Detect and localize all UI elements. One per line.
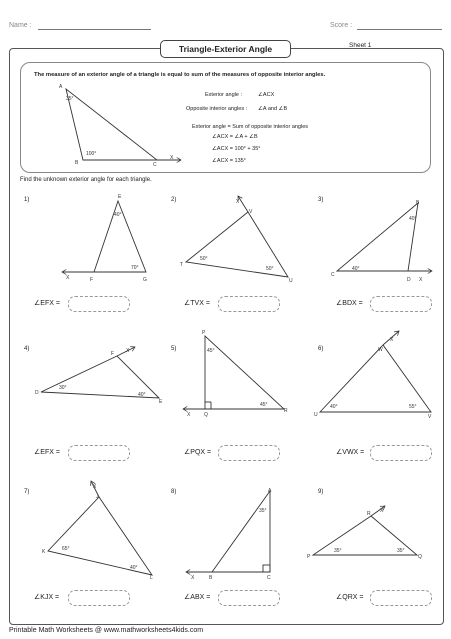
p1-v3: G bbox=[143, 277, 147, 283]
p1-x: X bbox=[66, 275, 70, 281]
p7-v2: K bbox=[42, 549, 46, 555]
p7-v1: J bbox=[96, 494, 99, 500]
ext-value: ∠ACX bbox=[258, 92, 275, 98]
p9-x: X bbox=[380, 508, 384, 514]
score-label: Score : bbox=[330, 22, 353, 29]
p8-v1: A bbox=[268, 488, 272, 494]
p9-a2: 35° bbox=[397, 548, 405, 554]
p8-v2: B bbox=[209, 575, 213, 581]
p3-a2: 40° bbox=[352, 266, 360, 272]
intro-angle-b: 100° bbox=[86, 151, 97, 157]
ext-label: Exterior angle : bbox=[205, 92, 242, 98]
problem-1-number: 1) bbox=[24, 197, 30, 203]
p2-v2: T bbox=[180, 262, 184, 268]
p1-a2: 70° bbox=[131, 265, 139, 271]
p2-v1: V bbox=[249, 209, 253, 215]
extension-2 bbox=[238, 196, 248, 212]
p4-v3: E bbox=[159, 399, 163, 405]
instruction: Find the unknown exterior angle for each triangle. bbox=[20, 177, 152, 183]
p9-v3: Q bbox=[418, 554, 422, 560]
p3-v1: B bbox=[416, 200, 420, 206]
answer-label-4: ∠EFX = bbox=[34, 449, 60, 456]
p7-a2: 40° bbox=[130, 565, 138, 571]
triangle-6 bbox=[320, 345, 431, 412]
problem-2-number: 2) bbox=[171, 197, 177, 203]
p7-v3: L bbox=[150, 575, 153, 581]
p3-v3: D bbox=[407, 277, 411, 283]
formula-1: Exterior angle = Sum of opposite interior angles bbox=[192, 124, 309, 130]
p2-a1: 50° bbox=[200, 256, 208, 262]
opp-value: ∠A and ∠B bbox=[258, 106, 288, 112]
intro-vertex-c: C bbox=[153, 162, 157, 168]
p5-x: X bbox=[187, 412, 191, 418]
triangle-3 bbox=[337, 203, 418, 271]
answer-label-7: ∠KJX = bbox=[34, 594, 60, 601]
p9-a1: 35° bbox=[334, 548, 342, 554]
intro-angle-a: 35° bbox=[66, 96, 74, 102]
p1-v2: F bbox=[90, 277, 94, 283]
p5-v2: Q bbox=[204, 412, 208, 418]
answer-label-9: ∠QRX = bbox=[336, 594, 364, 601]
p8-v3: C bbox=[267, 575, 271, 581]
problem-3-number: 3) bbox=[318, 197, 324, 203]
p5-a1: 45° bbox=[207, 348, 215, 354]
answer-label-5: ∠PQX = bbox=[184, 449, 212, 456]
p4-x: X bbox=[126, 348, 130, 354]
p5-v3: R bbox=[284, 408, 288, 414]
answer-label-3: ∠BDX = bbox=[336, 300, 363, 307]
problem-5-number: 5) bbox=[171, 346, 177, 352]
intro-x: X bbox=[170, 155, 174, 161]
answer-label-6: ∠VWX = bbox=[336, 449, 365, 456]
answer-label-2: ∠TVX = bbox=[184, 300, 210, 307]
p4-v1: F bbox=[111, 351, 115, 357]
triangle-7 bbox=[48, 497, 152, 575]
p3-x: X bbox=[419, 277, 423, 283]
p3-a1: 40° bbox=[409, 216, 417, 222]
p3-v2: C bbox=[331, 272, 335, 278]
p1-v1: E bbox=[118, 194, 122, 200]
p7-a1: 65° bbox=[62, 546, 70, 552]
answer-label-8: ∠ABX = bbox=[184, 594, 211, 601]
p9-v1: R bbox=[367, 511, 371, 517]
problem-9-number: 9) bbox=[318, 489, 324, 495]
p8-x: X bbox=[191, 575, 195, 581]
intro-statement: The measure of an exterior angle of a triangle is equal to sum of the measures of opposite interior angles. bbox=[34, 72, 326, 78]
formula-4: ∠ACX = 135° bbox=[212, 158, 246, 164]
triangle-8 bbox=[212, 491, 270, 572]
p2-a2: 50° bbox=[266, 266, 274, 272]
p4-a2: 40° bbox=[138, 392, 146, 398]
footer-credit: Printable Math Worksheets @ www.mathworksheets4kids.com bbox=[9, 627, 204, 634]
p1-a1: 40° bbox=[114, 212, 122, 218]
p6-x: X bbox=[390, 337, 394, 343]
p6-a1: 40° bbox=[330, 404, 338, 410]
problem-6-number: 6) bbox=[318, 346, 324, 352]
opp-label: Opposite interior angles : bbox=[186, 106, 248, 112]
p6-v2: U bbox=[314, 412, 318, 418]
triangle-5 bbox=[205, 336, 284, 409]
sheet-label: Sheet 1 bbox=[349, 42, 372, 49]
p8-a1: 35° bbox=[259, 508, 267, 514]
intro-triangle bbox=[66, 89, 157, 160]
worksheet-title: Triangle-Exterior Angle bbox=[160, 40, 291, 58]
answer-label-1: ∠EFX = bbox=[34, 300, 60, 307]
p7-x: X bbox=[93, 484, 97, 490]
p6-v1: W bbox=[378, 347, 383, 353]
p5-v1: P bbox=[202, 330, 206, 336]
p5-a2: 45° bbox=[260, 402, 268, 408]
p6-a2: 55° bbox=[409, 404, 417, 410]
problem-8-number: 8) bbox=[171, 489, 177, 495]
intro-vertex-b: B bbox=[75, 160, 79, 166]
p4-v2: D bbox=[35, 390, 39, 396]
p4-a1: 30° bbox=[59, 385, 67, 391]
problem-4-number: 4) bbox=[24, 346, 30, 352]
formula-3: ∠ACX = 100° + 35° bbox=[212, 146, 261, 152]
p2-x: X bbox=[236, 199, 240, 205]
formula-2: ∠ACX = ∠A + ∠B bbox=[212, 134, 258, 140]
problem-7-number: 7) bbox=[24, 489, 30, 495]
p6-v3: V bbox=[428, 414, 432, 420]
name-label: Name : bbox=[9, 22, 32, 29]
p2-v3: U bbox=[289, 278, 293, 284]
p9-v2: P bbox=[307, 554, 311, 560]
intro-vertex-a: A bbox=[59, 84, 63, 90]
